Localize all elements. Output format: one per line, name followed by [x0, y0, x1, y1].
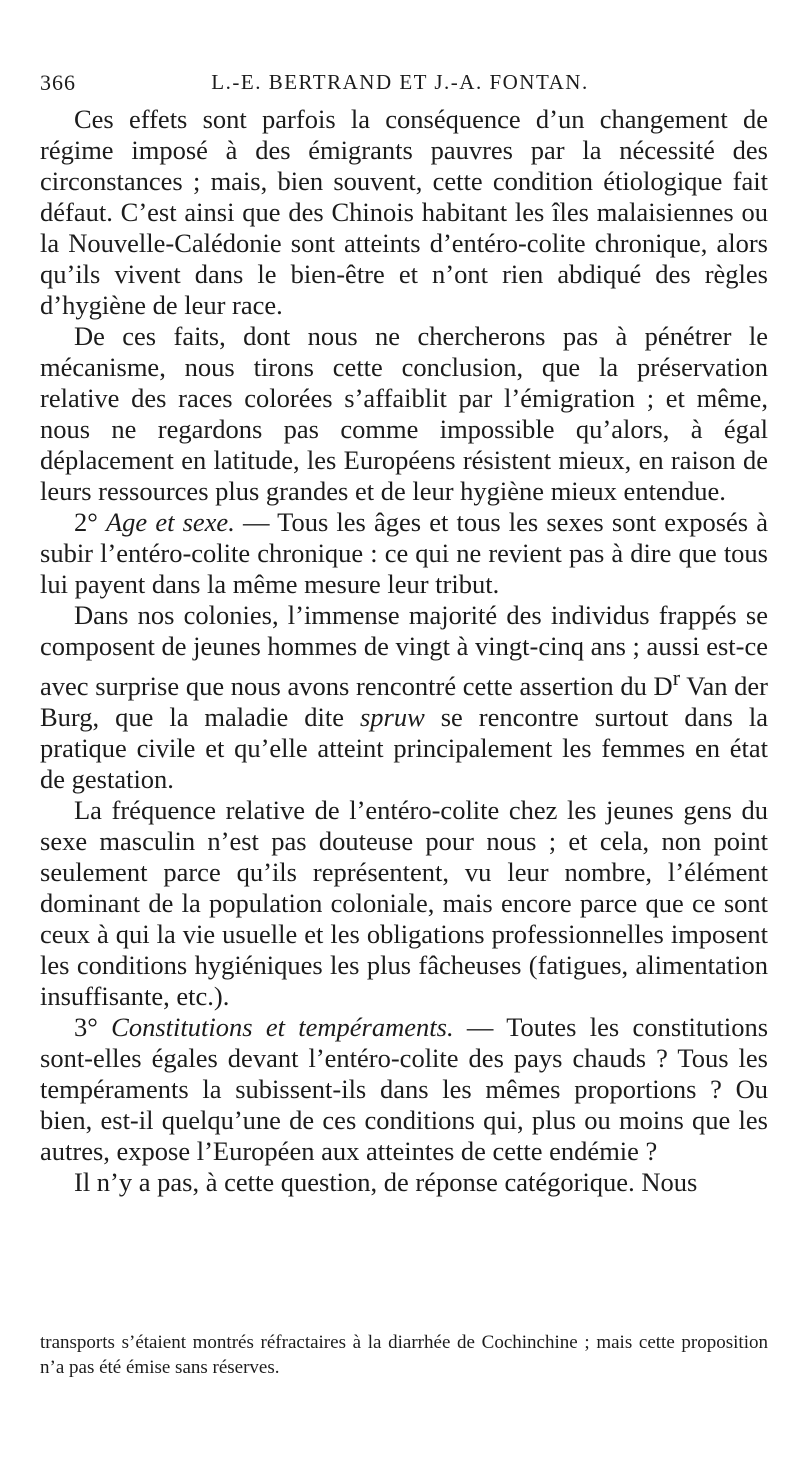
page-number: 366 — [40, 70, 76, 95]
doctor-abbrev-superscript: r — [672, 665, 681, 690]
paragraph-1 — [40, 104, 768, 321]
footnote-text: transports s’étaient montrés réfractaires à la diarrhée de Cochinchine ; mais cette proposition n’a pas été émise sans réserves. — [40, 1332, 768, 1378]
section-text: — Toutes les constitutions sont-elles égales devant l’entéro-colite des pays chauds ? Tous les tempéraments la subissent-ils dans les mêmes proportions ? Ou bien, est-il quelqu’une de ces conditions qui, plus ou moins que les autres, expose l’Européen aux atteintes de cette endémie ? — [40, 1011, 769, 1166]
section-age-et-sexe — [40, 507, 768, 600]
term-spruw: spruw — [359, 701, 425, 732]
body-text — [40, 104, 768, 1198]
footnote — [40, 1330, 768, 1380]
page-header — [40, 70, 760, 104]
paragraph-4-text-after: se rencontre surtout dans la pratique civile et qu’elle atteint principalement les femmes en état de gestation. — [40, 701, 768, 794]
paragraph-1-text: Ces effets sont parfois la conséquence d’un changement de régime imposé à des émigrants pauvres par la nécessité des circonstances ; mais, bien souvent, cette condition étiologique fait défaut. C’est ainsi que des Chinois habitant les îles malaisiennes ou la Nouvelle-Calédonie sont atteints d’entéro-colite chronique, alors qu’ils vivent dans le bien-être et n’ont rien abdiqué des règles d’hygiène de leur race. — [40, 104, 768, 320]
section-heading: Age et sexe. — [106, 507, 235, 537]
paragraph-4-text-middle: Van der Burg, que la maladie dite — [40, 670, 768, 732]
paragraph-7 — [40, 1167, 768, 1198]
section-text: — Tous les âges et tous les sexes sont exposés à subir l’entéro-colite chronique : ce qui ne revient pas à dire que tous lui payent dans la même mesure leur tribut. — [40, 507, 768, 599]
paragraph-7-text: Il n’y a pas, à cette question, de réponse catégorique. Nous — [74, 1166, 698, 1197]
section-number: 2° — [74, 507, 98, 537]
section-constitutions — [40, 1012, 768, 1167]
paragraph-5 — [40, 795, 768, 1012]
paragraph-5-text: La fréquence relative de l’entéro-colite chez les jeunes gens du sexe masculin n’est pas douteuse pour nous ; et cela, non point seulement parce qu’ils représentent, vu leur nombre, l’élément dominant de la population coloniale, mais encore parce que ce sont ceux à qui la vie usuelle et les obligations professionnelles imposent les conditions hygiéniques les plus fâcheuses (fatigues, alimentation insuffisante, etc.). — [40, 794, 768, 1011]
paragraph-2 — [40, 321, 768, 507]
section-heading: Constitutions et tempéraments. — [111, 1011, 454, 1042]
paragraph-4 — [40, 600, 768, 795]
running-head: L.-E. BERTRAND ET J.-A. FONTAN. — [211, 70, 589, 94]
paragraph-4-text-before: Dans nos colonies, l’immense majorité des individus frappés se composent de jeunes hommes de vingt à vingt-cinq ans ; aussi est-ce avec surprise que nous avons rencontré cette assertion du D — [40, 600, 768, 701]
section-number: 3° — [74, 1011, 98, 1042]
paragraph-2-text: De ces faits, dont nous ne chercherons pas à pénétrer le mécanisme, nous tirons cette conclusion, que la préservation relative des races colorées s’affaiblit par l’émigration ; et même, nous ne regardons pas comme impossible qu’alors, à égal déplacement en latitude, les Européens résistent mieux, en raison de leurs ressources plus grandes et de leur hygiène mieux entendue. — [40, 321, 768, 506]
